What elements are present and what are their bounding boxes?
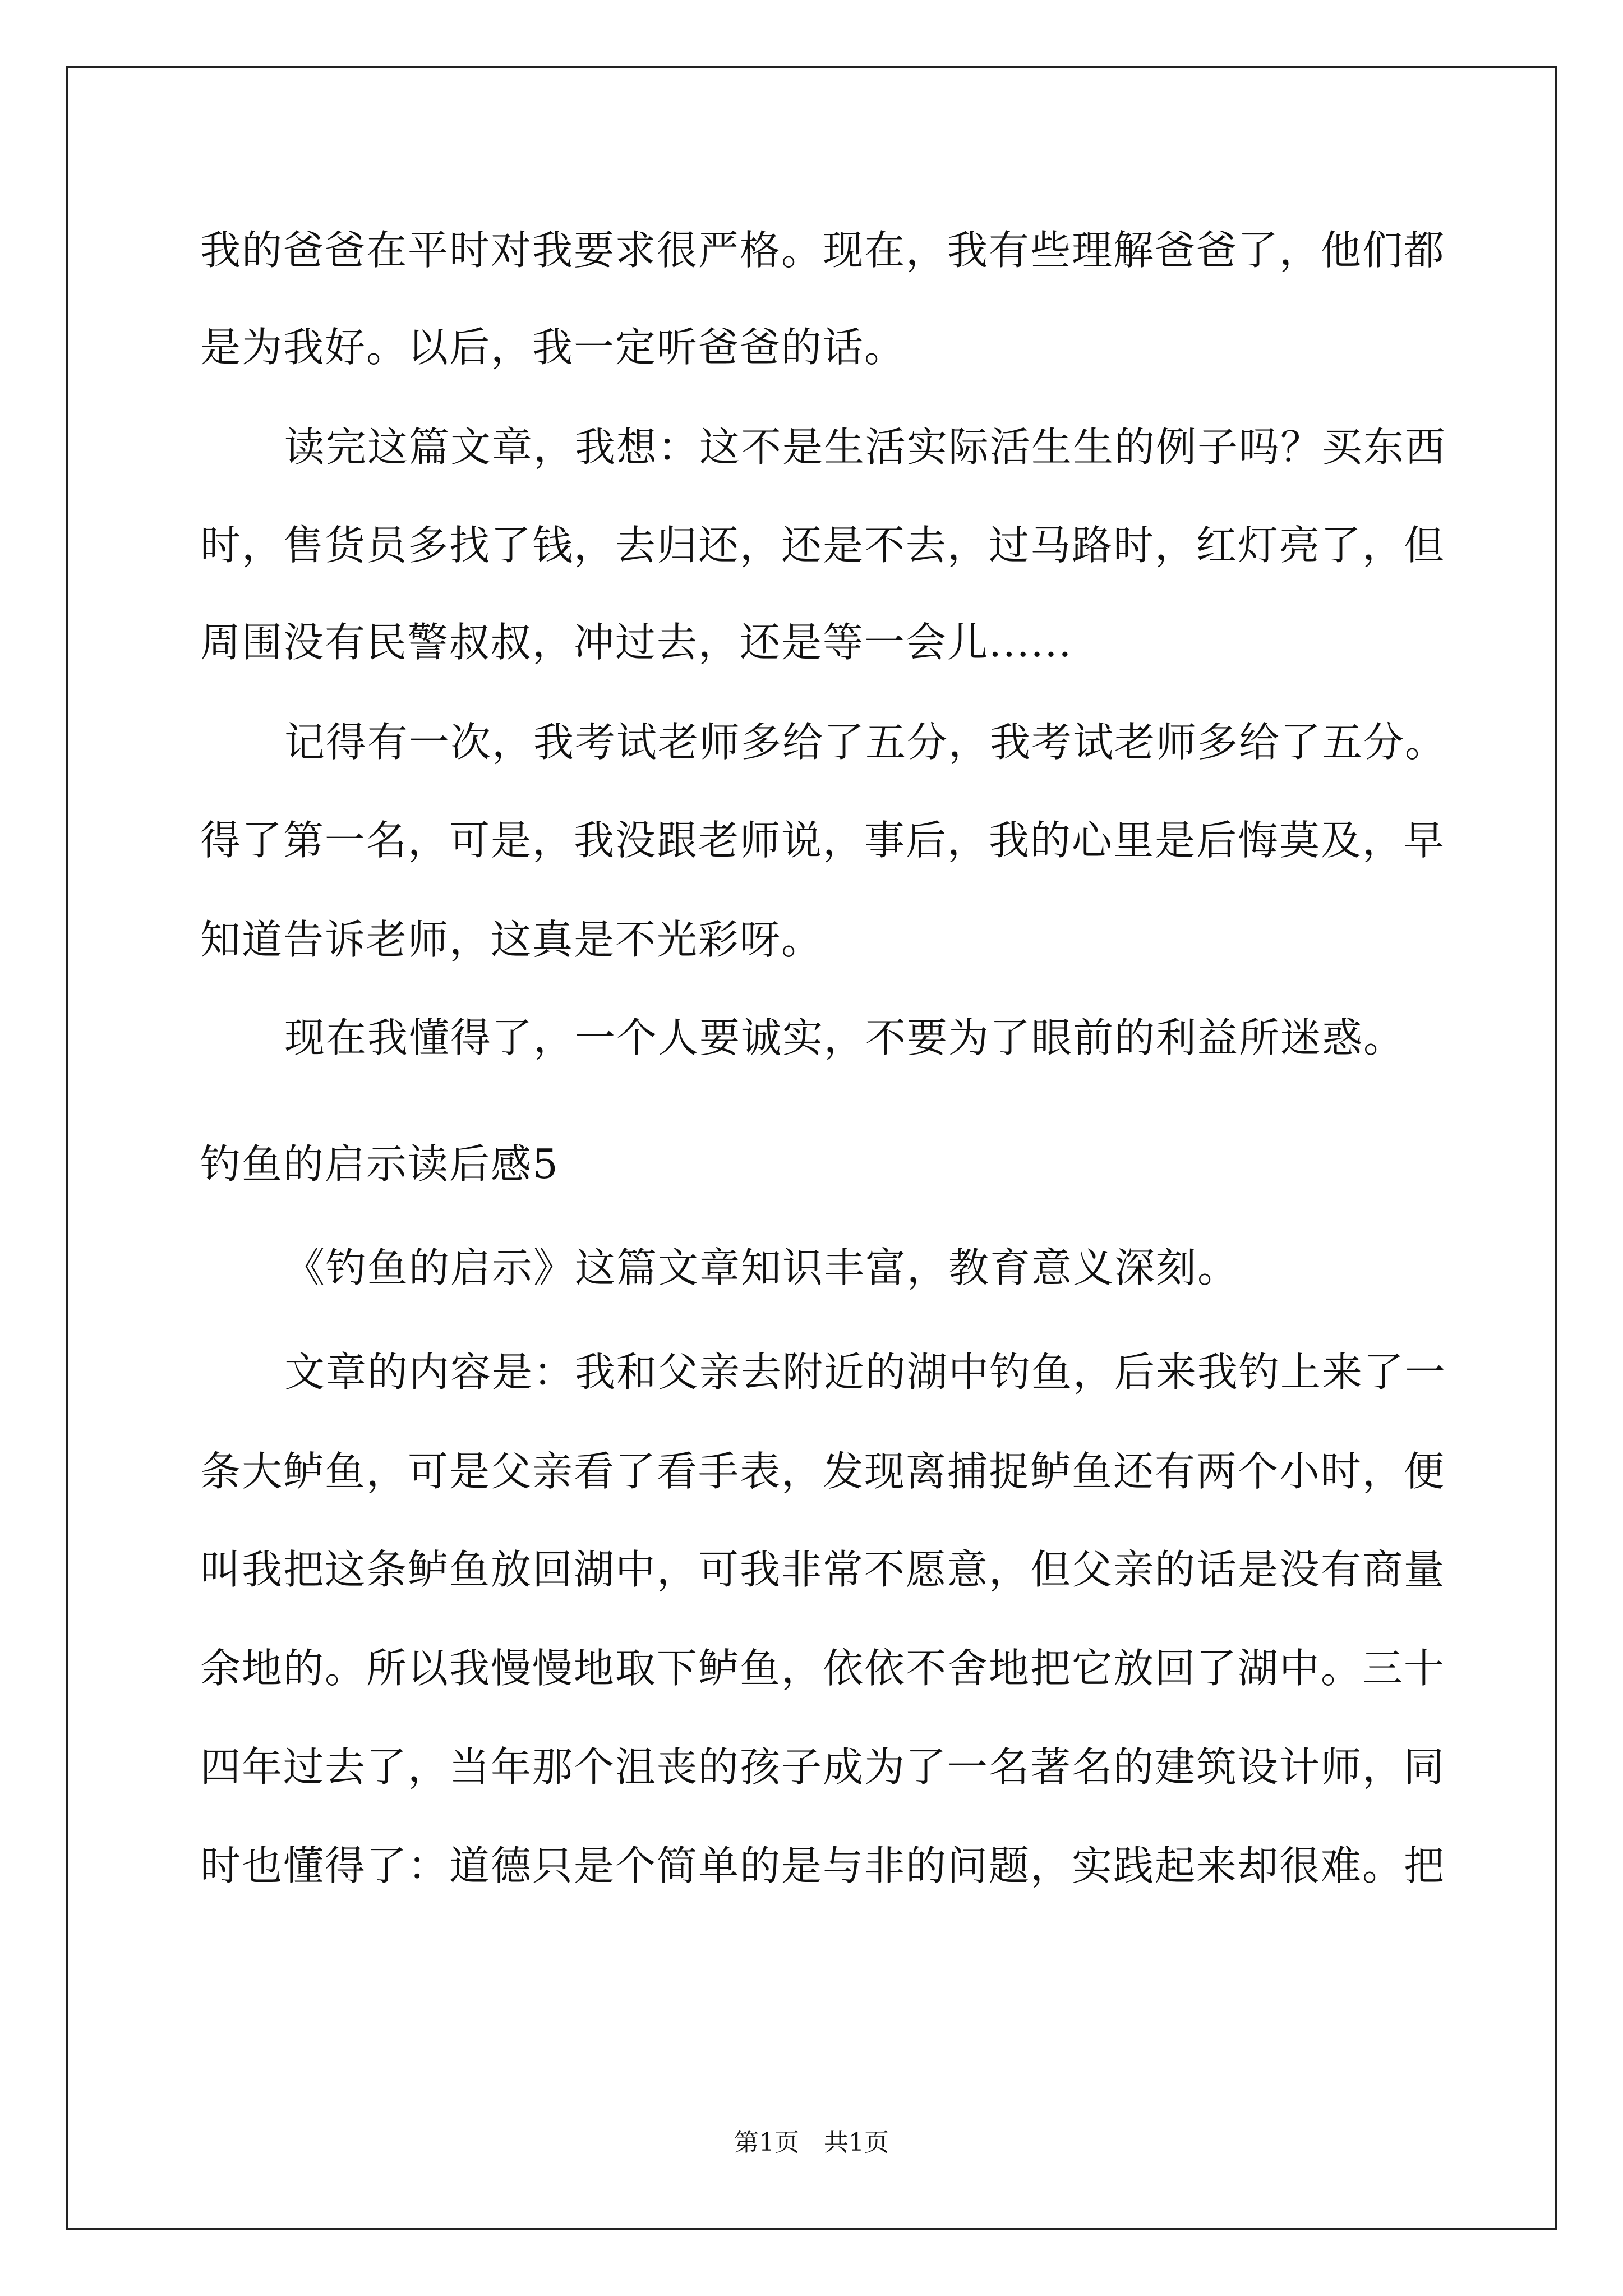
text-line-17: 时也懂得了：道德只是个简单的是与非的问题，实践起来却很难。把 bbox=[200, 1842, 1446, 1889]
text-line-13: 条大鲈鱼，可是父亲看了看手表，发现离捕捉鲈鱼还有两个小时，便 bbox=[200, 1448, 1446, 1495]
text-line-5: 周围没有民警叔叔，冲过去，还是等一会儿...... bbox=[200, 619, 1073, 666]
text-line-2: 是为我好。以后，我一定听爸爸的话。 bbox=[200, 324, 906, 371]
text-line-16: 四年过去了，当年那个沮丧的孩子成为了一名著名的建筑设计师，同 bbox=[200, 1743, 1446, 1791]
text-line-11: 《钓鱼的启示》这篇文章知识丰富，教育意义深刻。 bbox=[284, 1244, 1239, 1291]
text-line-14: 叫我把这条鲈鱼放回湖中，可我非常不愿意，但父亲的话是没有商量 bbox=[200, 1546, 1446, 1593]
text-line-7: 得了第一名，可是，我没跟老师说，事后，我的心里是后悔莫及，早 bbox=[200, 817, 1446, 864]
page-footer: 第1页 共1页 bbox=[734, 2128, 889, 2157]
section-heading: 钓鱼的启示读后感5 bbox=[200, 1140, 559, 1188]
text-line-6: 记得有一次，我考试老师多给了五分，我考试老师多给了五分。 bbox=[284, 719, 1447, 766]
text-line-9: 现在我懂得了，一个人要诚实，不要为了眼前的利益所迷惑。 bbox=[284, 1014, 1405, 1061]
text-line-4: 时，售货员多找了钱，去归还，还是不去，过马路时，红灯亮了，但 bbox=[200, 522, 1446, 569]
text-line-1: 我的爸爸在平时对我要求很严格。现在，我有些理解爸爸了，他们都 bbox=[200, 227, 1446, 274]
text-line-15: 余地的。所以我慢慢地取下鲈鱼，依依不舍地把它放回了湖中。三十 bbox=[200, 1645, 1446, 1692]
text-line-3: 读完这篇文章，我想：这不是生活实际活生生的例子吗？买东西 bbox=[284, 424, 1447, 471]
text-line-8: 知道告诉老师，这真是不光彩呀。 bbox=[200, 916, 823, 963]
text-line-12: 文章的内容是：我和父亲去附近的湖中钓鱼，后来我钓上来了一 bbox=[284, 1349, 1447, 1396]
